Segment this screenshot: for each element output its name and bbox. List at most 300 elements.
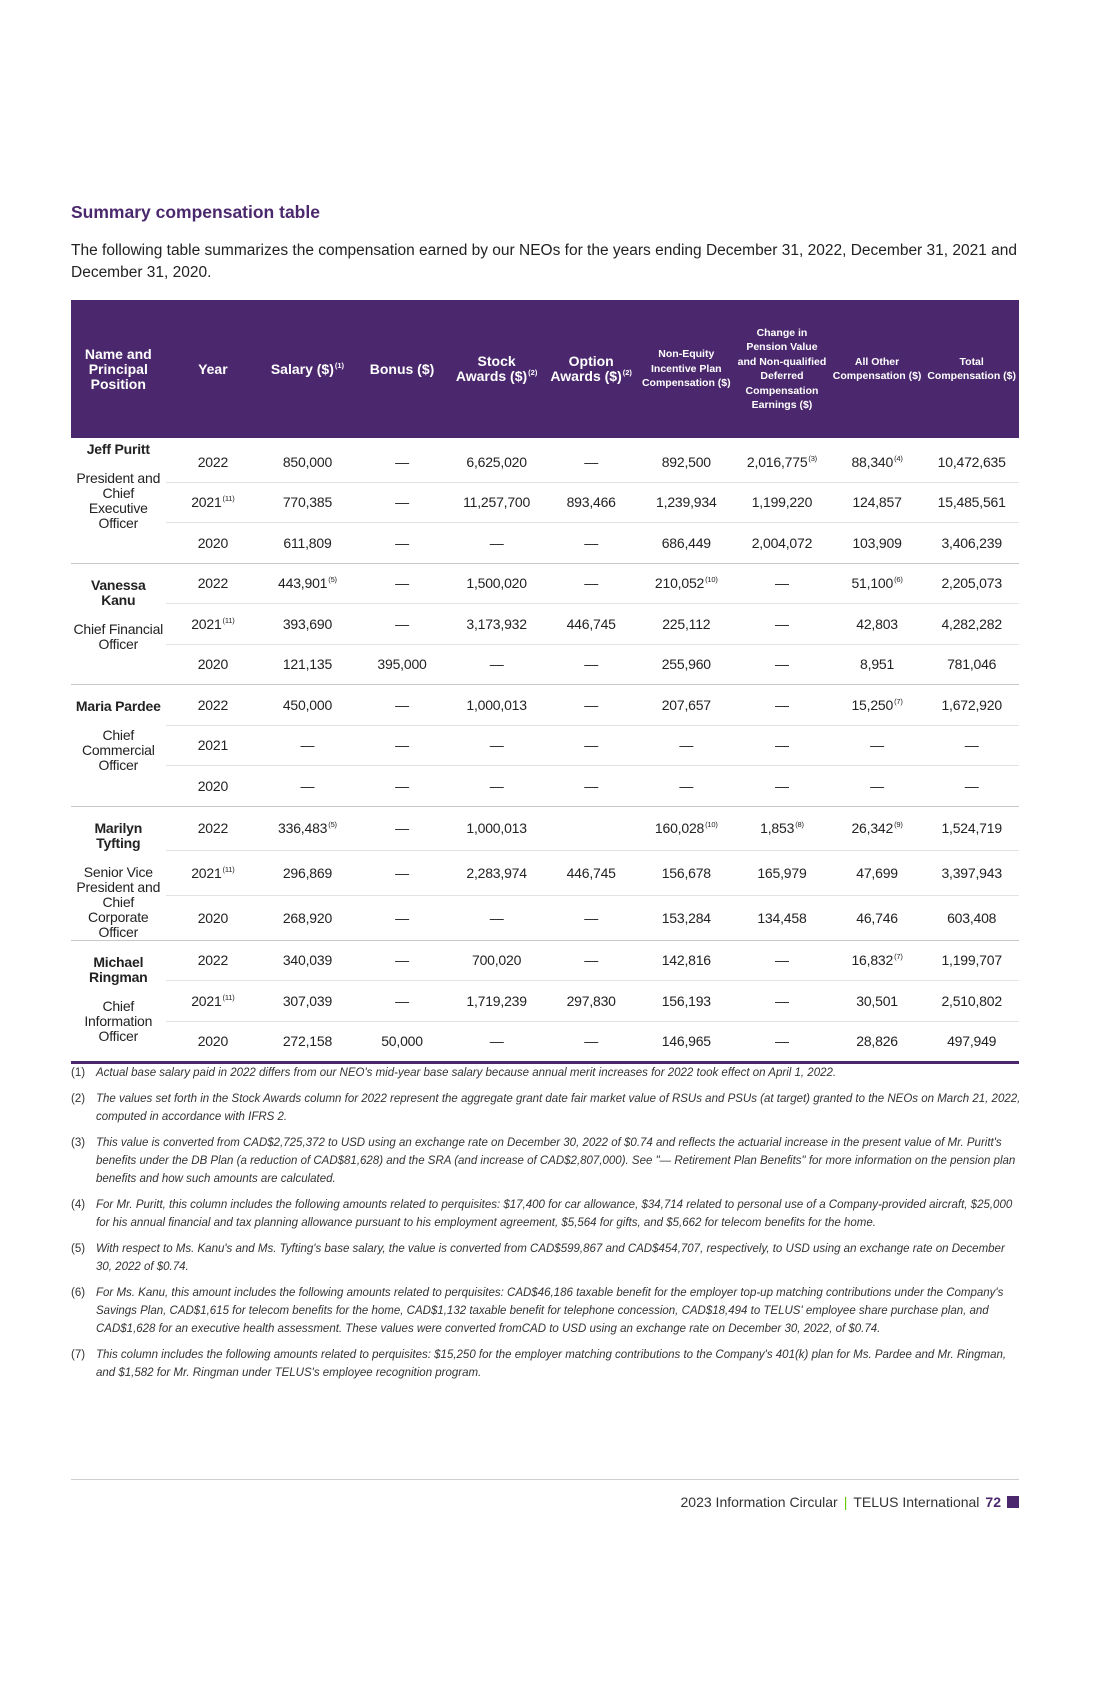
officer-cell xyxy=(71,940,166,1063)
footer-separator: | xyxy=(843,1494,848,1510)
non-equity-cell-value: 153,284 xyxy=(661,909,711,926)
pension-change-cell-value: 165,979 xyxy=(757,864,807,881)
total-comp-cell-value: — xyxy=(964,777,979,794)
bonus-cell xyxy=(355,523,450,564)
year-cell-value: 2022 xyxy=(197,952,229,969)
non-equity-cell xyxy=(638,806,734,851)
salary-cell xyxy=(260,851,355,896)
bonus-cell-value: — xyxy=(395,615,409,632)
footnote-text: The values set forth in the Stock Awards column for 2022 represent the aggregate grant date fair market value of RSUs and PSUs (at target) granted to the NEOs on March 21, 2022, computed in accordance with IFRS 2. xyxy=(96,1093,1021,1123)
all-other-comp-cell xyxy=(830,523,925,564)
column-header xyxy=(355,300,450,438)
non-equity-cell-value: 160,028 xyxy=(654,820,705,837)
year-cell-value: 2022 xyxy=(197,696,229,713)
total-comp-cell xyxy=(924,563,1019,604)
footnote-ref: (11) xyxy=(222,494,235,504)
year-cell-value: 2022 xyxy=(197,575,229,592)
pension-change-cell xyxy=(734,766,830,807)
non-equity-cell xyxy=(638,895,734,940)
total-comp-cell xyxy=(924,644,1019,685)
option-awards-cell xyxy=(544,685,639,726)
pension-change-cell xyxy=(734,1021,830,1063)
footnote-ref: (11) xyxy=(222,992,235,1002)
table-row xyxy=(71,523,1019,564)
bonus-cell xyxy=(355,482,450,523)
footnotes-list xyxy=(71,1064,1021,1390)
stock-awards-cell xyxy=(449,563,544,604)
option-awards-cell-value: — xyxy=(584,575,599,592)
table-row xyxy=(71,1021,1019,1063)
salary-cell xyxy=(260,438,355,482)
option-awards-cell-value: 893,466 xyxy=(566,494,616,511)
page-footer xyxy=(681,1494,1019,1510)
option-awards-cell-value: — xyxy=(584,777,599,794)
pension-change-cell xyxy=(734,981,830,1022)
pension-change-cell xyxy=(734,644,830,685)
bonus-cell-value: — xyxy=(395,737,409,754)
table-row xyxy=(71,766,1019,807)
salary-cell xyxy=(260,604,355,645)
footnote xyxy=(71,1134,1021,1188)
stock-awards-cell-value: — xyxy=(489,909,504,926)
total-comp-cell-value: 781,046 xyxy=(947,656,997,673)
non-equity-cell xyxy=(638,523,734,564)
salary-cell xyxy=(260,685,355,726)
option-awards-cell xyxy=(544,523,639,564)
footnote-ref: (6) xyxy=(894,575,903,585)
option-awards-cell-value: — xyxy=(584,1033,599,1050)
bonus-cell-value: — xyxy=(395,909,409,926)
footnote-text: Actual base salary paid in 2022 differs from our NEO's mid-year base salary because annual merit increases for 2022 took effect on April 1, 2022. xyxy=(96,1067,837,1079)
pension-change-cell xyxy=(734,725,830,766)
all-other-comp-cell-value: 51,100 xyxy=(851,575,894,592)
stock-awards-cell-value: — xyxy=(489,534,504,551)
salary-cell xyxy=(260,981,355,1022)
stock-awards-cell-value: — xyxy=(489,737,504,754)
bonus-cell xyxy=(355,563,450,604)
stock-awards-cell-value: 1,719,239 xyxy=(466,992,527,1009)
bonus-cell xyxy=(355,725,450,766)
salary-cell xyxy=(260,644,355,685)
non-equity-cell-value: 156,193 xyxy=(661,992,711,1009)
salary-cell-value: 307,039 xyxy=(282,992,333,1009)
salary-cell xyxy=(260,523,355,564)
officer-cell xyxy=(71,685,166,807)
footnote xyxy=(71,1196,1021,1232)
footnote-mark: (4) xyxy=(71,1199,86,1211)
bonus-cell-value: — xyxy=(395,534,409,551)
pension-change-cell-value: — xyxy=(775,737,789,754)
stock-awards-cell xyxy=(449,806,544,851)
footnote-mark: (3) xyxy=(71,1137,86,1149)
all-other-comp-cell-value: 30,501 xyxy=(856,992,898,1009)
all-other-comp-cell xyxy=(830,438,925,482)
non-equity-cell xyxy=(638,685,734,726)
all-other-comp-cell xyxy=(830,725,925,766)
total-comp-cell xyxy=(924,766,1019,807)
footnote-ref: (7) xyxy=(894,696,903,706)
table-body xyxy=(71,438,1019,1063)
non-equity-cell xyxy=(638,1021,734,1063)
column-header-label: Salary ($) xyxy=(270,360,334,377)
stock-awards-cell xyxy=(449,482,544,523)
footnote-ref: (4) xyxy=(894,453,903,463)
stock-awards-cell xyxy=(449,523,544,564)
salary-cell-value: 850,000 xyxy=(282,453,333,470)
salary-cell-value: 272,158 xyxy=(282,1033,333,1050)
column-header-label: Year xyxy=(198,360,228,377)
column-header-label: All Other Compensation ($) xyxy=(832,355,922,382)
bonus-cell xyxy=(355,981,450,1022)
year-cell xyxy=(166,563,261,604)
option-awards-cell xyxy=(544,981,639,1022)
officer-cell xyxy=(71,438,166,563)
salary-cell-value: 336,483 xyxy=(278,820,328,837)
officer-title: President and Chief Executive Officer xyxy=(76,470,161,531)
non-equity-cell xyxy=(638,940,734,981)
non-equity-cell-value: 210,052 xyxy=(654,575,705,592)
salary-cell xyxy=(260,766,355,807)
stock-awards-cell-value: — xyxy=(489,777,504,794)
all-other-comp-cell-value: — xyxy=(870,737,884,754)
total-comp-cell-value: 603,408 xyxy=(947,909,997,926)
bonus-cell-value: 395,000 xyxy=(377,656,427,673)
option-awards-cell-value: — xyxy=(584,909,599,926)
non-equity-cell-value: — xyxy=(679,777,694,794)
total-comp-cell-value: 1,199,707 xyxy=(941,952,1002,969)
bonus-cell-value: — xyxy=(395,453,409,470)
footnote-text: For Ms. Kanu, this amount includes the following amounts related to perquisites: CAD$46,186 taxable benefit for the employer top-up matching contributions under the Company's Savings Plan, CAD$1,615 for telecom benefits for the home, CAD$1,132 taxable benefit for telephone concession, CAD$18,494 to TELUS' employee share purchase plan, and CAD$1,628 for an executive health assessment. These values were converted fromCAD to USD using an exchange rate on December 30, 2022, of $0.74. xyxy=(96,1287,1004,1335)
year-cell-value: 2020 xyxy=(197,656,229,673)
column-header xyxy=(638,300,734,438)
stock-awards-cell xyxy=(449,851,544,896)
stock-awards-cell xyxy=(449,725,544,766)
officer-name: Jeff Puritt xyxy=(86,441,150,457)
non-equity-cell xyxy=(638,482,734,523)
salary-cell-value: 443,901 xyxy=(278,575,328,592)
column-header xyxy=(924,300,1019,438)
summary-compensation-table xyxy=(71,300,1019,1064)
table-row xyxy=(71,644,1019,685)
all-other-comp-cell-value: 47,699 xyxy=(856,864,898,881)
bonus-cell xyxy=(355,685,450,726)
pension-change-cell-value: 1,853 xyxy=(760,820,795,837)
all-other-comp-cell-value: 28,826 xyxy=(856,1033,898,1050)
table-row xyxy=(71,604,1019,645)
column-header-label: Stock Awards ($) xyxy=(455,353,528,384)
footnote-mark: (6) xyxy=(71,1287,86,1299)
total-comp-cell-value: 3,406,239 xyxy=(941,534,1002,551)
all-other-comp-cell xyxy=(830,563,925,604)
stock-awards-cell-value: 6,625,020 xyxy=(466,453,527,470)
total-comp-cell-value: — xyxy=(964,737,979,754)
footnote-ref: (5) xyxy=(328,820,337,830)
year-cell xyxy=(166,766,261,807)
option-awards-cell-value: — xyxy=(584,656,599,673)
table-row xyxy=(71,895,1019,940)
year-cell-value: 2020 xyxy=(197,777,229,794)
officer-title: Chief Information Officer xyxy=(84,997,153,1044)
column-header-label: Non-Equity Incentive Plan Compensation ($) xyxy=(641,348,731,390)
non-equity-cell-value: 142,816 xyxy=(661,952,711,969)
all-other-comp-cell xyxy=(830,482,925,523)
stock-awards-cell-value: — xyxy=(489,1033,504,1050)
bonus-cell-value: 50,000 xyxy=(381,1033,423,1050)
bonus-cell xyxy=(355,604,450,645)
non-equity-cell-value: 686,449 xyxy=(661,534,711,551)
all-other-comp-cell-value: 88,340 xyxy=(851,453,894,470)
bonus-cell xyxy=(355,940,450,981)
pension-change-cell xyxy=(734,685,830,726)
pension-change-cell-value: 2,016,775 xyxy=(746,453,808,470)
non-equity-cell xyxy=(638,644,734,685)
footnote xyxy=(71,1090,1021,1126)
year-cell-value: 2022 xyxy=(197,820,229,837)
pension-change-cell-value: — xyxy=(775,992,789,1009)
all-other-comp-cell xyxy=(830,981,925,1022)
non-equity-cell xyxy=(638,438,734,482)
all-other-comp-cell xyxy=(830,685,925,726)
column-header-label: Bonus ($) xyxy=(369,360,435,377)
bonus-cell xyxy=(355,895,450,940)
pension-change-cell xyxy=(734,523,830,564)
stock-awards-cell xyxy=(449,895,544,940)
year-cell xyxy=(166,523,261,564)
bonus-cell xyxy=(355,851,450,896)
column-header xyxy=(166,300,261,438)
pension-change-cell-value: — xyxy=(775,1033,789,1050)
footnote xyxy=(71,1064,1021,1082)
table-row xyxy=(71,806,1019,851)
officer-name: Michael Ringman xyxy=(89,953,148,985)
all-other-comp-cell-value: 103,909 xyxy=(852,534,902,551)
pension-change-cell xyxy=(734,604,830,645)
column-header xyxy=(830,300,925,438)
column-header xyxy=(734,300,830,438)
year-cell-value: 2022 xyxy=(197,453,229,470)
total-comp-cell xyxy=(924,940,1019,981)
salary-cell-value: 393,690 xyxy=(282,615,333,632)
stock-awards-cell-value: 1,000,013 xyxy=(466,820,527,837)
all-other-comp-cell xyxy=(830,806,925,851)
year-cell xyxy=(166,981,261,1022)
option-awards-cell-value: — xyxy=(584,534,599,551)
pension-change-cell xyxy=(734,438,830,482)
option-awards-cell-value: 297,830 xyxy=(566,992,616,1009)
footnote-ref: (7) xyxy=(894,952,903,962)
year-cell-value: 2021 xyxy=(191,992,222,1009)
all-other-comp-cell-value: 124,857 xyxy=(852,494,902,511)
table-row xyxy=(71,981,1019,1022)
year-cell xyxy=(166,851,261,896)
year-cell xyxy=(166,806,261,851)
total-comp-cell xyxy=(924,806,1019,851)
salary-cell-value: 296,869 xyxy=(282,864,333,881)
officer-cell xyxy=(71,563,166,685)
option-awards-cell-value: 446,745 xyxy=(566,615,616,632)
bonus-cell-value: — xyxy=(395,777,409,794)
bonus-cell-value: — xyxy=(395,494,409,511)
table-row xyxy=(71,482,1019,523)
all-other-comp-cell-value: 8,951 xyxy=(860,656,895,673)
all-other-comp-cell xyxy=(830,604,925,645)
bonus-cell xyxy=(355,1021,450,1063)
pension-change-cell-value: — xyxy=(775,656,789,673)
year-cell-value: 2021 xyxy=(191,494,222,511)
bonus-cell-value: — xyxy=(395,864,409,881)
column-header xyxy=(449,300,544,438)
year-cell-value: 2020 xyxy=(197,1033,229,1050)
non-equity-cell xyxy=(638,981,734,1022)
table-row xyxy=(71,438,1019,482)
column-header-label: Total Compensation ($) xyxy=(927,355,1017,382)
stock-awards-cell xyxy=(449,981,544,1022)
year-cell-value: 2021 xyxy=(191,864,222,881)
year-cell xyxy=(166,604,261,645)
column-header xyxy=(260,300,355,438)
salary-cell-value: — xyxy=(300,777,315,794)
year-cell-value: 2020 xyxy=(197,909,229,926)
officer-title: Chief Financial Officer xyxy=(73,620,164,652)
all-other-comp-cell xyxy=(830,766,925,807)
non-equity-cell-value: 892,500 xyxy=(661,453,711,470)
total-comp-cell-value: 10,472,635 xyxy=(937,453,1006,470)
pension-change-cell-value: 1,199,220 xyxy=(751,494,813,511)
salary-cell-value: 121,135 xyxy=(282,656,333,673)
footnote-text: With respect to Ms. Kanu's and Ms. Tyfting's base salary, the value is converted from CAD$599,867 and CAD$454,707, respectively, to USD using an exchange rate on December 30, 2022 of $0.74. xyxy=(96,1243,1005,1273)
option-awards-cell xyxy=(544,563,639,604)
officer-cell xyxy=(71,806,166,940)
footnote xyxy=(71,1240,1021,1276)
table-row xyxy=(71,563,1019,604)
option-awards-cell xyxy=(544,604,639,645)
pension-change-cell-value: — xyxy=(775,696,789,713)
footnote-ref: (8) xyxy=(795,820,804,830)
footnote-ref: (5) xyxy=(328,575,337,585)
option-awards-cell-value: — xyxy=(584,952,599,969)
column-header-label: Change in Pension Value and Non-qualified Deferred Compensation Earnings ($) xyxy=(737,326,827,411)
footnote-mark: (5) xyxy=(71,1243,86,1255)
all-other-comp-cell xyxy=(830,644,925,685)
non-equity-cell xyxy=(638,604,734,645)
year-cell-value: 2020 xyxy=(197,534,229,551)
all-other-comp-cell-value: 16,832 xyxy=(851,952,894,969)
pension-change-cell xyxy=(734,940,830,981)
pension-change-cell-value: 134,458 xyxy=(757,909,807,926)
stock-awards-cell xyxy=(449,685,544,726)
non-equity-cell-value: 156,678 xyxy=(661,864,711,881)
footnote-ref: (11) xyxy=(222,615,235,625)
footnote-text: This value is converted from CAD$2,725,372 to USD using an exchange rate on December 30, 2022 of $0.74 and reflects the actuarial increase in the present value of Mr. Puritt's benefits under the DB Plan (a reduction of CAD$81,628) and the SRA (and increase of CAD$2,807,000). See "— Retirement Plan Benefits" for more information on the pension plan benefits and how such amounts are calculated. xyxy=(96,1137,1016,1185)
stock-awards-cell xyxy=(449,766,544,807)
pension-change-cell-value: — xyxy=(775,777,789,794)
stock-awards-cell-value: 1,500,020 xyxy=(466,575,527,592)
footnote-ref: (10) xyxy=(705,575,718,585)
year-cell-value: 2021 xyxy=(197,737,229,754)
non-equity-cell xyxy=(638,851,734,896)
footnote xyxy=(71,1346,1021,1382)
year-cell xyxy=(166,685,261,726)
footnote-ref: (3) xyxy=(808,453,817,463)
pension-change-cell xyxy=(734,563,830,604)
stock-awards-cell-value: — xyxy=(489,656,504,673)
footnote-mark: (7) xyxy=(71,1349,86,1361)
all-other-comp-cell-value: 15,250 xyxy=(851,696,894,713)
stock-awards-cell-value: 11,257,700 xyxy=(463,494,531,511)
page-number: 72 xyxy=(985,1494,1001,1510)
total-comp-cell xyxy=(924,981,1019,1022)
bonus-cell xyxy=(355,766,450,807)
table-row xyxy=(71,940,1019,981)
non-equity-cell xyxy=(638,725,734,766)
pension-change-cell-value: 2,004,072 xyxy=(751,534,813,551)
all-other-comp-cell xyxy=(830,851,925,896)
non-equity-cell-value: 225,112 xyxy=(662,615,711,632)
total-comp-cell xyxy=(924,604,1019,645)
total-comp-cell xyxy=(924,438,1019,482)
column-header xyxy=(544,300,639,438)
bonus-cell-value: — xyxy=(395,696,409,713)
footnote-ref: (2) xyxy=(622,368,632,377)
stock-awards-cell-value: 1,000,013 xyxy=(466,696,527,713)
option-awards-cell xyxy=(544,1021,639,1063)
total-comp-cell xyxy=(924,1021,1019,1063)
option-awards-cell xyxy=(544,851,639,896)
stock-awards-cell xyxy=(449,438,544,482)
footnote-mark: (2) xyxy=(71,1093,86,1105)
table-header-row xyxy=(71,300,1019,438)
option-awards-cell-value: — xyxy=(584,696,599,713)
salary-cell xyxy=(260,563,355,604)
all-other-comp-cell xyxy=(830,895,925,940)
non-equity-cell xyxy=(638,766,734,807)
stock-awards-cell-value: 2,283,974 xyxy=(466,864,527,881)
all-other-comp-cell-value: 42,803 xyxy=(856,615,898,632)
salary-cell xyxy=(260,1021,355,1063)
bonus-cell xyxy=(355,438,450,482)
salary-cell-value: 268,920 xyxy=(282,909,333,926)
year-cell xyxy=(166,1021,261,1063)
footnote-ref: (11) xyxy=(222,864,235,874)
all-other-comp-cell-value: — xyxy=(870,777,884,794)
total-comp-cell-value: 497,949 xyxy=(947,1033,997,1050)
non-equity-cell-value: 207,657 xyxy=(661,696,711,713)
non-equity-cell-value: 255,960 xyxy=(661,656,711,673)
non-equity-cell-value: 1,239,934 xyxy=(656,494,717,511)
footnote-ref: (1) xyxy=(334,360,345,370)
total-comp-cell xyxy=(924,725,1019,766)
all-other-comp-cell-value: 26,342 xyxy=(851,820,894,837)
table-row xyxy=(71,685,1019,726)
column-header xyxy=(71,300,166,438)
officer-title: Senior Vice President and Chief Corporate Officer xyxy=(76,863,161,940)
stock-awards-cell-value: 3,173,932 xyxy=(466,615,527,632)
column-header-label: Option Awards ($) xyxy=(550,353,622,384)
footnote-mark: (1) xyxy=(71,1067,86,1079)
officer-name: Maria Pardee xyxy=(75,698,161,714)
option-awards-cell-value: — xyxy=(584,737,599,754)
option-awards-cell xyxy=(544,940,639,981)
pension-change-cell xyxy=(734,895,830,940)
footer-publication: 2023 Information Circular xyxy=(680,1494,838,1510)
option-awards-cell-value: — xyxy=(584,453,599,470)
option-awards-cell xyxy=(544,766,639,807)
bonus-cell-value: — xyxy=(395,820,409,837)
page-title: Summary compensation table xyxy=(71,202,320,222)
footnote-ref: (9) xyxy=(894,820,903,830)
total-comp-cell-value: 3,397,943 xyxy=(941,864,1002,881)
non-equity-cell-value: 146,965 xyxy=(661,1033,711,1050)
